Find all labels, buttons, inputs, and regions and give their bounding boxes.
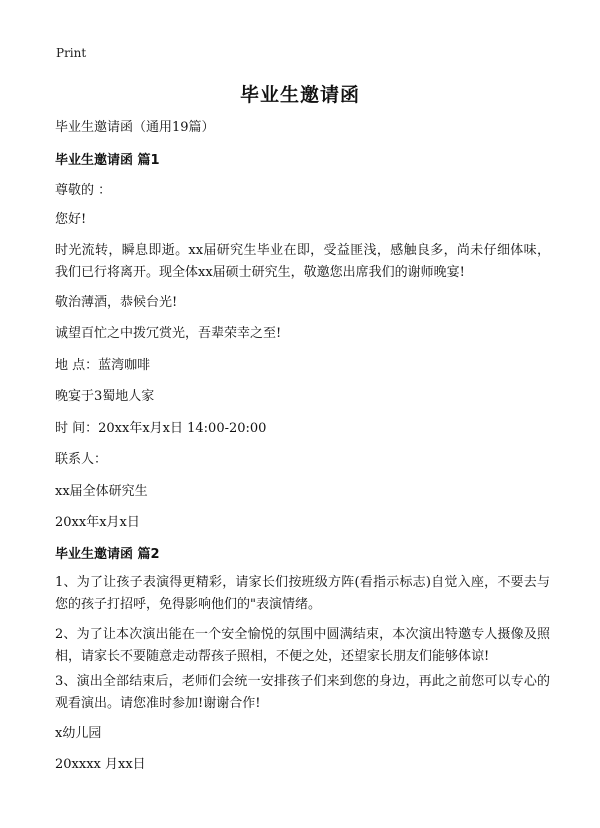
kindergarten-signature: x幼儿园 [55, 726, 102, 741]
invitation-body: 时光流转，瞬息即逝。xx届研究生毕业在即，受益匪浅，感触良多，尚未仔细体味，我们已行将离开。现全体xx届硕士研究生，敬邀您出席我们的谢师晚宴! [55, 243, 550, 280]
date-line: 20xx年x月x日 [55, 515, 140, 530]
page-title: 毕业生邀请函 [239, 84, 360, 106]
signature-line: xx届全体研究生 [55, 484, 148, 499]
section-2-heading: 毕业生邀请函 篇2 [55, 547, 160, 562]
notice-item-2: 2、为了让本次演出能在一个安全愉悦的氛围中圆满结束，本次演出特邀专人摄像及照相，请家长不要随意走动帮孩子照相，不便之处，还望家长朋友们能够体谅! [55, 627, 550, 664]
hope-line: 诚望百忙之中拨冗赏光，吾辈荣幸之至! [55, 326, 282, 341]
notice-item-1: 1、为了让孩子表演得更精彩，请家长们按班级方阵(看指示标志)自觉入座，不要去与您的孩子打招呼，免得影响他们的"表演情绪。 [55, 575, 550, 612]
contact-line: 联系人： [55, 452, 108, 467]
location-line: 地 点：蓝湾咖啡 [55, 358, 151, 373]
print-link[interactable]: Print [56, 46, 87, 60]
section-1-heading: 毕业生邀请函 篇1 [55, 153, 160, 168]
wine-line: 敬治薄酒，恭候台光! [55, 295, 178, 310]
hello-line: 您好! [55, 212, 87, 227]
dinner-line: 晚宴于3蜀地人家 [55, 389, 155, 404]
section-2-date: 20xxxx 月xx日 [55, 757, 146, 772]
document-subtitle: 毕业生邀请函（通用19篇） [55, 120, 215, 135]
time-line: 时 间：20xx年x月x日 14:00-20:00 [55, 421, 267, 436]
notice-item-3: 3、演出全部结束后，老师们会统一安排孩子们来到您的身边，再此之前您可以专心的观看演出。请您准时参加!谢谢合作! [55, 674, 550, 711]
greeting-line: 尊敬的 ： [55, 183, 112, 198]
